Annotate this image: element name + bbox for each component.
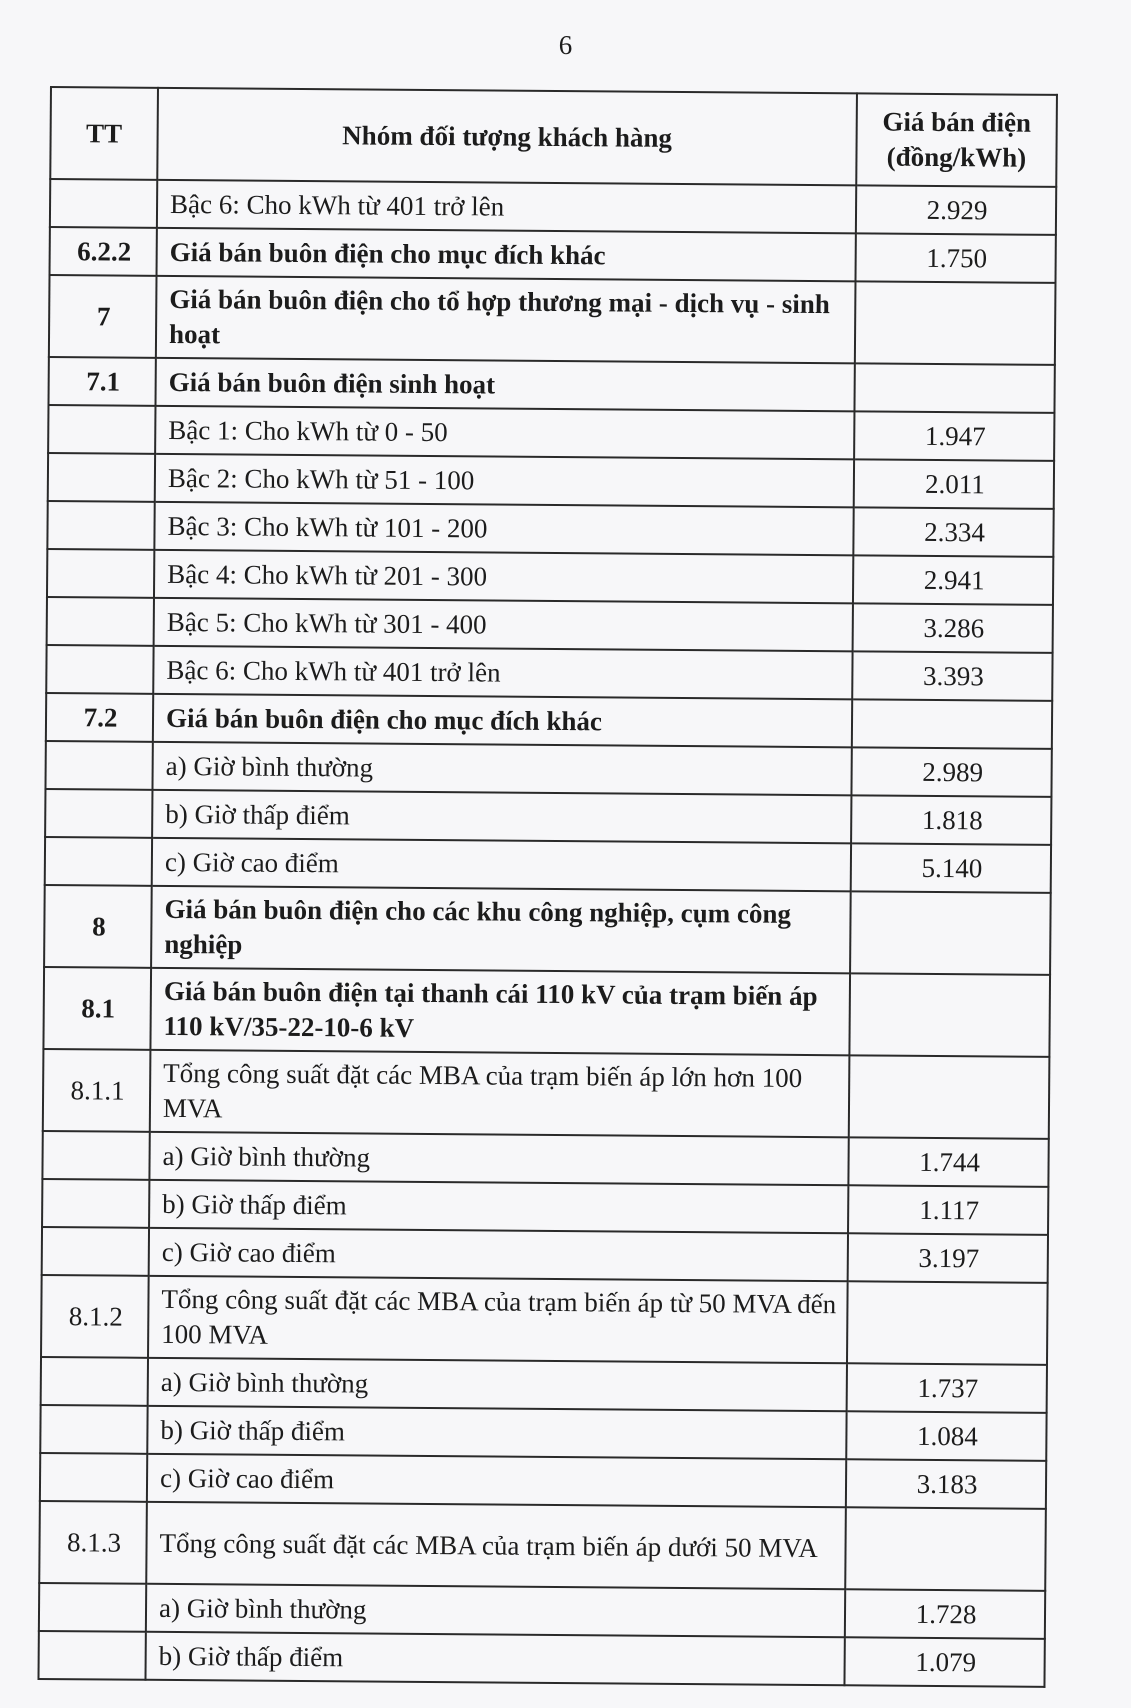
cell-customer-group: Bậc 5: Cho kWh từ 301 - 400 — [154, 598, 853, 651]
table-row — [44, 885, 1051, 975]
cell-customer-group: Giá bán buôn điện cho mục đích khác — [153, 694, 852, 747]
cell-price: 2.941 — [853, 555, 1053, 605]
table-row — [40, 1453, 1046, 1509]
cell-customer-group: Giá bán buôn điện tại thanh cái 110 kV của trạm biến áp 110 kV/35-22-10-6 kV — [150, 968, 850, 1055]
cell-tt — [45, 837, 152, 886]
cell-tt: 8 — [44, 885, 152, 968]
table-row — [39, 1501, 1046, 1591]
table-row — [40, 1405, 1046, 1461]
cell-customer-group: Bậc 2: Cho kWh từ 51 - 100 — [155, 454, 854, 507]
cell-customer-group: a) Giờ bình thường — [148, 1358, 847, 1411]
cell-tt — [42, 1179, 149, 1228]
cell-tt: 8.1.1 — [43, 1049, 151, 1132]
cell-tt: 8.1 — [43, 967, 151, 1050]
cell-tt — [42, 1227, 149, 1276]
table-row — [41, 1275, 1048, 1365]
cell-price: 1.744 — [848, 1137, 1048, 1187]
cell-customer-group: Tổng công suất đặt các MBA của trạm biến áp từ 50 MVA đến 100 MVA — [148, 1276, 848, 1363]
cell-tt — [39, 1583, 146, 1632]
cell-customer-group: b) Giờ thấp điểm — [147, 1406, 846, 1459]
cell-price — [849, 973, 1050, 1057]
table-row — [48, 405, 1054, 461]
cell-customer-group: b) Giờ thấp điểm — [152, 790, 851, 843]
table-row — [38, 1631, 1044, 1687]
cell-tt — [40, 1453, 147, 1502]
cell-tt — [48, 405, 155, 454]
cell-price — [852, 699, 1052, 749]
table-row — [46, 693, 1052, 749]
cell-price: 3.197 — [848, 1233, 1048, 1283]
table-row — [45, 789, 1051, 845]
electricity-price-table — [37, 86, 1057, 1688]
cell-customer-group: Giá bán buôn điện cho các khu công nghiệp, cụm công nghiệp — [151, 886, 851, 973]
cell-customer-group: Giá bán buôn điện cho tổ hợp thương mại - dịch vụ - sinh hoạt — [156, 276, 856, 363]
cell-price — [850, 891, 1051, 975]
cell-tt — [45, 741, 152, 790]
cell-tt — [47, 549, 154, 598]
cell-price — [847, 1281, 1048, 1365]
cell-tt — [47, 501, 154, 550]
table-row — [42, 1131, 1048, 1187]
table-row — [45, 837, 1051, 893]
cell-customer-group: Tổng công suất đặt các MBA của trạm biến áp lớn hơn 100 MVA — [150, 1050, 850, 1137]
table-row — [43, 1049, 1050, 1139]
cell-tt: 8.1.3 — [39, 1501, 147, 1584]
cell-customer-group: a) Giờ bình thường — [152, 742, 851, 795]
cell-price: 3.183 — [846, 1459, 1046, 1509]
table-row — [47, 501, 1053, 557]
cell-customer-group: Tổng công suất đặt các MBA của trạm biến áp dưới 50 MVA — [146, 1502, 846, 1589]
header-tt: TT — [50, 87, 158, 180]
cell-customer-group: c) Giờ cao điểm — [152, 838, 851, 891]
page-number: 6 — [558, 30, 573, 60]
cell-price: 2.334 — [853, 507, 1053, 557]
cell-customer-group: Giá bán buôn điện sinh hoạt — [155, 358, 854, 411]
table-row — [47, 549, 1053, 605]
table-row — [49, 275, 1056, 365]
cell-tt: 7.2 — [46, 693, 153, 742]
cell-tt: 7.1 — [48, 357, 155, 406]
table-row — [42, 1179, 1048, 1235]
cell-price: 1.084 — [846, 1411, 1046, 1461]
cell-price: 3.393 — [852, 651, 1052, 701]
cell-customer-group: b) Giờ thấp điểm — [149, 1180, 848, 1233]
table-row — [39, 1583, 1045, 1639]
table-row — [50, 227, 1056, 283]
cell-customer-group: b) Giờ thấp điểm — [145, 1632, 844, 1685]
cell-price: 2.989 — [851, 747, 1051, 797]
cell-tt — [41, 1357, 148, 1406]
cell-customer-group: Bậc 6: Cho kWh từ 401 trở lên — [153, 646, 852, 699]
cell-price: 3.286 — [853, 603, 1053, 653]
header-customer-group: Nhóm đối tượng khách hàng — [157, 88, 857, 185]
cell-customer-group: a) Giờ bình thường — [149, 1132, 848, 1185]
cell-price — [854, 363, 1054, 413]
cell-tt — [48, 453, 155, 502]
cell-customer-group: Bậc 4: Cho kWh từ 201 - 300 — [154, 550, 853, 603]
cell-customer-group: c) Giờ cao điểm — [149, 1228, 848, 1281]
cell-tt: 6.2.2 — [50, 227, 157, 276]
cell-price: 2.011 — [854, 459, 1054, 509]
header-price: Giá bán điện (đồng/kWh) — [856, 93, 1057, 187]
cell-price: 1.737 — [847, 1363, 1047, 1413]
cell-price: 1.750 — [855, 233, 1055, 283]
table-row — [48, 453, 1054, 509]
cell-price — [845, 1507, 1046, 1591]
cell-tt — [50, 179, 157, 228]
cell-tt — [38, 1631, 145, 1680]
table-header-row — [50, 87, 1057, 187]
cell-tt — [47, 597, 154, 646]
cell-customer-group: Giá bán buôn điện cho mục đích khác — [157, 228, 856, 281]
cell-price: 5.140 — [851, 843, 1051, 893]
table-row — [42, 1227, 1048, 1283]
table-row — [45, 741, 1051, 797]
table-row — [43, 967, 1050, 1057]
cell-customer-group: Bậc 3: Cho kWh từ 101 - 200 — [154, 502, 853, 555]
cell-customer-group: a) Giờ bình thường — [146, 1584, 845, 1637]
table-row — [50, 179, 1056, 235]
table-row — [48, 357, 1054, 413]
cell-tt — [45, 789, 152, 838]
cell-tt — [46, 645, 153, 694]
cell-price: 1.947 — [854, 411, 1054, 461]
cell-customer-group: Bậc 1: Cho kWh từ 0 - 50 — [155, 406, 854, 459]
cell-price: 2.929 — [856, 185, 1056, 235]
cell-price — [849, 1055, 1050, 1139]
cell-tt — [42, 1131, 149, 1180]
cell-price: 1.818 — [851, 795, 1051, 845]
table-row — [47, 597, 1053, 653]
table-row — [41, 1357, 1047, 1413]
cell-tt — [40, 1405, 147, 1454]
cell-price: 1.728 — [845, 1589, 1045, 1639]
cell-customer-group: Bậc 6: Cho kWh từ 401 trở lên — [157, 180, 856, 233]
cell-price — [855, 281, 1056, 365]
table-body — [38, 179, 1056, 1687]
cell-customer-group: c) Giờ cao điểm — [147, 1454, 846, 1507]
cell-tt: 8.1.2 — [41, 1275, 149, 1358]
cell-price: 1.079 — [844, 1637, 1044, 1687]
cell-tt: 7 — [49, 275, 157, 358]
table-row — [46, 645, 1052, 701]
cell-price: 1.117 — [848, 1185, 1048, 1235]
